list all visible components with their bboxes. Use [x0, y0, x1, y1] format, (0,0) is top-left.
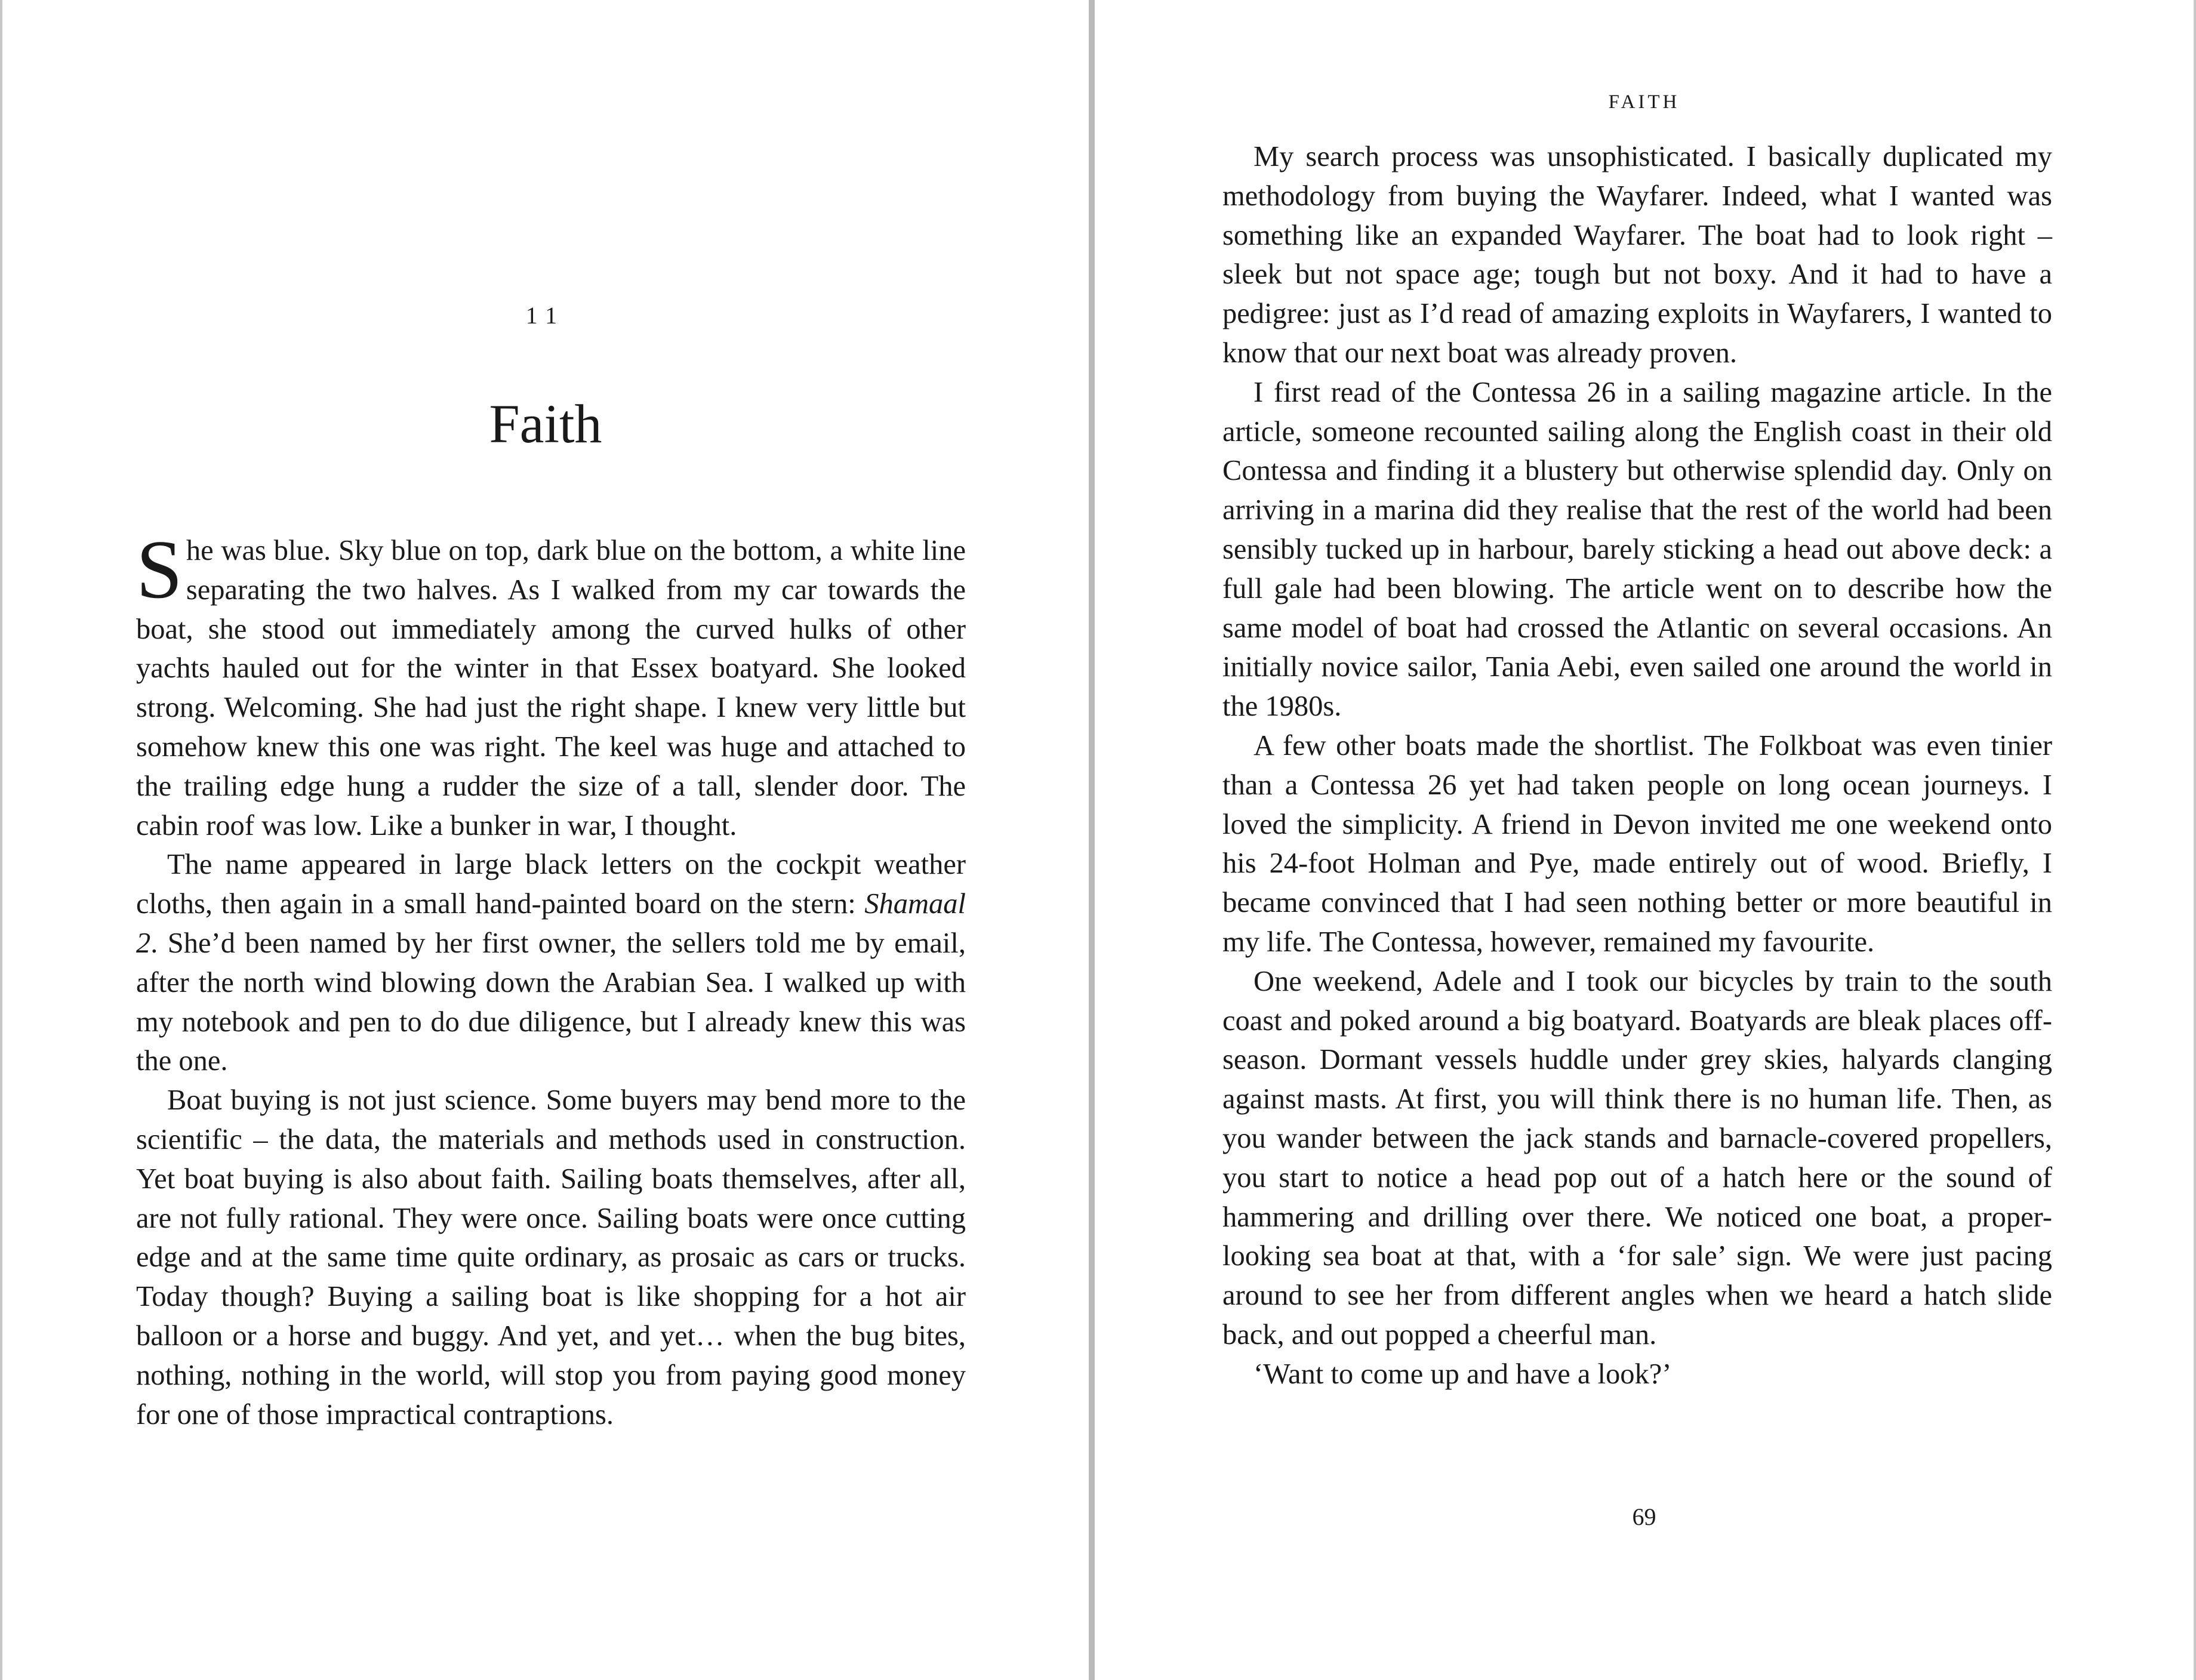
- paragraph: My search process was unsophisticated. I basically duplicated my methodology from buying the Wayfarer. Indeed, what I wanted was something like an expanded Wayfarer. The boat had to look right – sleek but not space age; tough but not boxy. And it had to have a pedigree: just as I’d read of amazing exploits in Wayfarers, I wanted to know that our next boat was already proven.: [1222, 141, 2052, 369]
- left-page: [2, 0, 1089, 1680]
- paragraph-text: he was blue. Sky blue on top, dark blue on the bottom, a white line separating the two halves. As I walked from my car towards the boat, she stood out immediately among the curved hulks of other yachts hauled out for the winter in that Essex boatyard. She looked strong. Welcoming. She had just the right shape. I knew very little but somehow knew this one was right. The keel was huge and attached to the trailing edge hung a rudder the size of a tall, slender door. The cabin roof was low. Like a bunker in war, I thought.: [136, 535, 966, 841]
- right-page-body: [1222, 137, 2052, 1394]
- boat-name-italic: Shamaal 2: [136, 888, 966, 959]
- chapter-number: 11: [525, 302, 566, 329]
- running-head: FAITH: [1608, 91, 1680, 113]
- paragraph: [136, 523, 966, 845]
- paragraph: [136, 845, 966, 1081]
- paragraph: I first read of the Contessa 26 in a sailing magazine article. In the article, someone recounted sailing along the English coast in their old Contessa and finding it a blustery but otherwise splendid day. Only on arriving in a marina did they realise that the rest of the world had been sensibly tucked up in harbour, barely sticking a head out above deck: a full gale had been blowing. The article went on to describe how the same model of boat had crossed the Atlantic on several occasions. An initially novice sailor, Tania Aebi, even sailed one around the world in the 1980s.: [1222, 376, 2052, 723]
- chapter-title: Faith: [489, 393, 602, 454]
- paragraph: Boat buying is not just science. Some buyers may bend more to the scientific – the data, the materials and methods used in construction. Yet boat buying is also about faith. Sailing boats themselves, after all, are not fully rational. They were once. Sailing boats were once cutting edge and at the same time quite ordinary, as prosaic as cars or trucks. Today though? Buying a sailing boat is like shopping for a hot air balloon or a horse and buggy. And yet, and yet… when the bug bites, nothing, nothing in the world, will stop you from paying good money for one of those impractical contraptions.: [136, 1084, 966, 1431]
- paragraph: ‘Want to come up and have a look?’: [1253, 1358, 1672, 1390]
- paragraph: A few other boats made the shortlist. The Folkboat was even tinier than a Contessa 26 yet had taken people on long ocean journeys. I loved the simplicity. A friend in Devon invited me one weekend onto his 24-foot Holman and Pye, made entirely out of wood. Briefly, I became convinced that I had seen nothing better or more beautiful in my life. The Contessa, however, remained my favourite.: [1222, 729, 2052, 958]
- page-gutter-divider: [1089, 0, 1095, 1680]
- viewer-frame-right: [2194, 0, 2196, 1680]
- paragraph-text: . She’d been named by her first owner, the sellers told me by email, after the north wind blowing down the Arabian Sea. I walked up with my notebook and pen to do due diligence, but I already knew this was the one.: [136, 927, 966, 1077]
- left-page-body: [136, 523, 966, 1434]
- paragraph: One weekend, Adele and I took our bicycles by train to the south coast and poked around a big boatyard. Boatyards are bleak places off-season. Dormant vessels huddle under grey skies, halyards clanging against masts. At first, you will think there is no human life. Then, as you wander between the jack stands and barnacle-covered propellers, you start to notice a head pop out of a hatch here or the sound of hammering and drilling over there. We noticed one boat, a proper-looking sea boat at that, with a ‘for sale’ sign. We were just pacing around to see her from different angles when we heard a hatch slide back, and out popped a cheerful man.: [1222, 965, 2052, 1351]
- right-page: [1095, 0, 2194, 1680]
- paragraph-text: The name appeared in large black letters on the cockpit weather cloths, then again in a small hand-painted board on the stern:: [136, 849, 966, 920]
- page-number: 69: [1632, 1503, 1656, 1530]
- drop-cap: S: [136, 523, 183, 616]
